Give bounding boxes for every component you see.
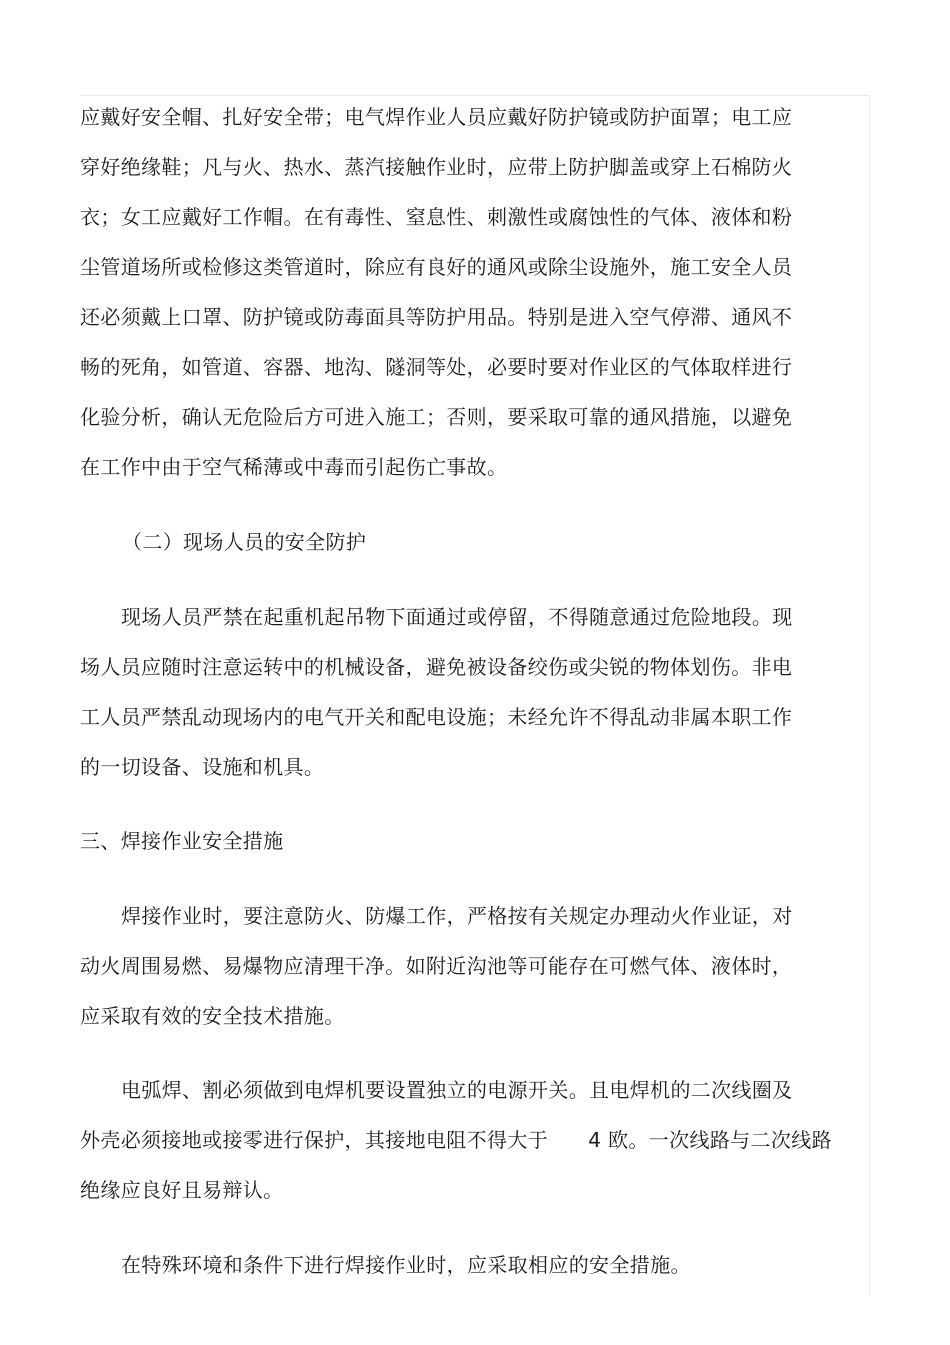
paragraph-line: 穿好绝缘鞋；凡与火、热水、蒸汽接触作业时，应带上防护脚盖或穿上石棉防火	[80, 155, 793, 179]
paragraph-line: 电弧焊、割必须做到电焊机要设置独立的电源开关。且电焊机的二次线圈及	[121, 1078, 793, 1102]
paragraph-line: 的一切设备、设施和机具。	[80, 755, 325, 779]
paragraph-line: 在工作中由于空气稀薄或中毒而引起伤亡事故。	[80, 455, 508, 479]
paragraph-line: 还必须戴上口罩、防护镜或防毒面具等防护用品。特别是进入空气停滞、通风不	[80, 305, 793, 329]
page-border-right	[869, 95, 870, 1295]
paragraph-line: 尘管道场所或检修这类管道时，除应有良好的通风或除尘设施外，施工安全人员	[80, 255, 793, 279]
paragraph-line: 外壳必须接地或接零进行保护，其接地电阻不得大于 4 欧。一次线路与二次线路	[80, 1128, 832, 1152]
section-heading: 三、焊接作业安全措施	[80, 829, 284, 853]
paragraph-line: 应采取有效的安全技术措施。	[80, 1004, 345, 1028]
paragraph-line: 工人员严禁乱动现场内的电气开关和配电设施；未经允许不得乱动非属本职工作	[80, 705, 793, 729]
paragraph-line: 应戴好安全帽、扎好安全带；电气焊作业人员应戴好防护镜或防护面罩；电工应	[80, 105, 793, 129]
paragraph-line: 现场人员严禁在起重机起吊物下面通过或停留，不得随意通过危险地段。现	[121, 605, 793, 629]
paragraph-line: 绝缘应良好且易辩认。	[80, 1178, 284, 1202]
paragraph-line: 焊接作业时，要注意防火、防爆工作，严格按有关规定办理动火作业证，对	[121, 904, 793, 928]
paragraph-line: 动火周围易燃、易爆物应清理干净。如附近沟池等可能存在可燃气体、液体时，	[80, 954, 793, 978]
section-heading: （二）现场人员的安全防护	[122, 530, 367, 554]
paragraph-line: 化验分析，确认无危险后方可进入施工；否则，要采取可靠的通风措施，以避免	[80, 405, 793, 429]
paragraph-line: 在特殊环境和条件下进行焊接作业时，应采取相应的安全措施。	[121, 1253, 691, 1277]
paragraph-line: 衣；女工应戴好工作帽。在有毒性、窒息性、刺激性或腐蚀性的气体、液体和粉	[80, 205, 793, 229]
page-border-top	[80, 95, 870, 96]
paragraph-line: 畅的死角，如管道、容器、地沟、隧洞等处，必要时要对作业区的气体取样进行	[80, 355, 793, 379]
paragraph-line: 场人员应随时注意运转中的机械设备，避免被设备绞伤或尖锐的物体划伤。非电	[80, 655, 793, 679]
